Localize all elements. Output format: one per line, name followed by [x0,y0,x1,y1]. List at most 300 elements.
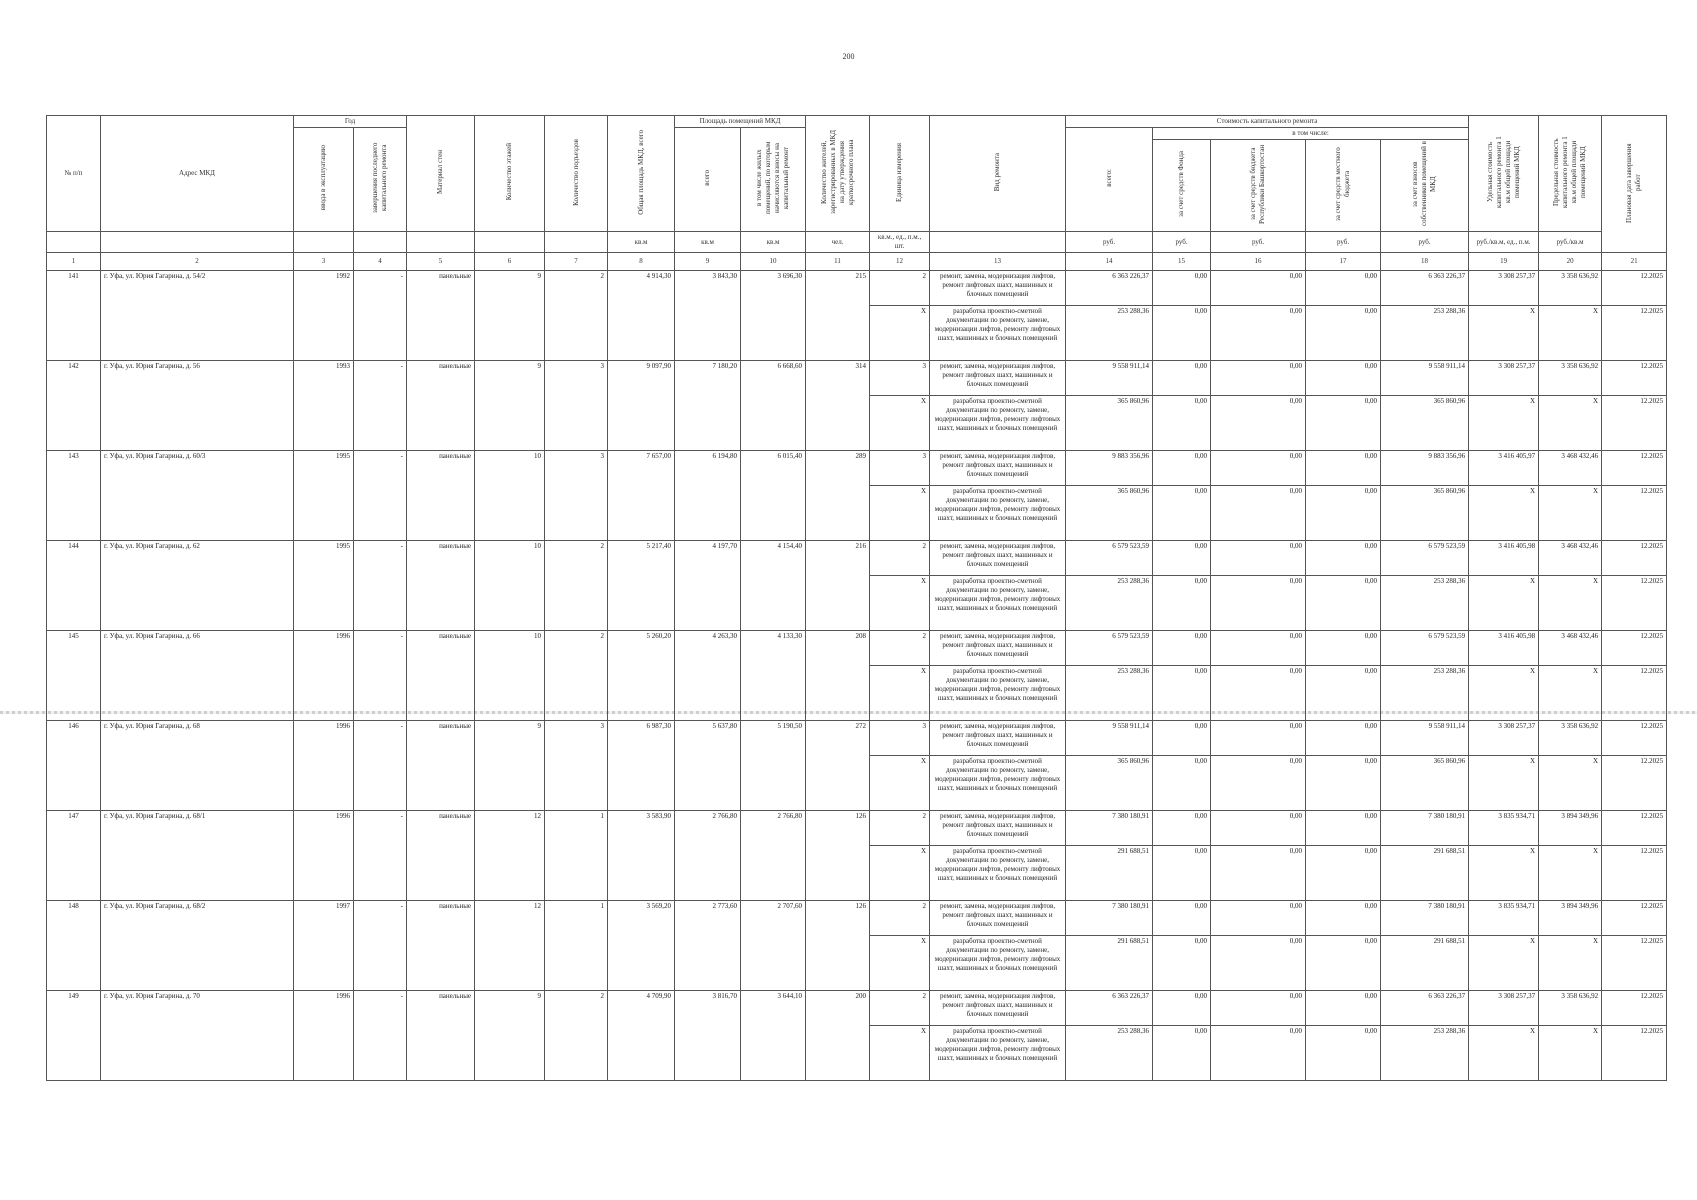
row-residential-area: 3 644,10 [741,991,806,1081]
row-premises-area: 3 816,70 [675,991,741,1081]
column-number: 12 [870,253,930,271]
row-cost-local: 0,00 [1306,361,1381,396]
row-cost-total: 6 363 226,37 [1066,271,1153,306]
row-residents: 272 [806,721,870,811]
row-cost-fund: 0,00 [1153,846,1211,901]
row-unit-cost: 3 308 257,37 [1469,271,1539,306]
row-cost-local: 0,00 [1306,666,1381,721]
row-cost-owners: 253 288,36 [1381,306,1469,361]
row-unit-cost: 3 835 934,71 [1469,901,1539,936]
row-work-type: ремонт, замена, модернизация лифтов, ремонт лифтовых шахт, машинных и блочных помещений [930,361,1066,396]
column-number: 11 [806,253,870,271]
row-cost-local: 0,00 [1306,631,1381,666]
column-number: 21 [1602,253,1667,271]
row-cost-republic: 0,00 [1211,306,1306,361]
table-row [47,541,1667,576]
row-cost-owners: 9 558 911,14 [1381,721,1469,756]
row-floors: 9 [475,361,545,451]
row-number: 145 [47,631,101,721]
row-work-type: ремонт, замена, модернизация лифтов, ремонт лифтовых шахт, машинных и блочных помещений [930,631,1066,666]
row-unit-count: 2 [870,541,930,576]
row-unit-cost: X [1469,486,1539,541]
row-cost-fund: 0,00 [1153,486,1211,541]
row-floors: 10 [475,451,545,541]
row-cost-republic: 0,00 [1211,576,1306,631]
row-cost-local: 0,00 [1306,991,1381,1026]
row-cost-fund: 0,00 [1153,721,1211,756]
row-work-type: ремонт, замена, модернизация лифтов, ремонт лифтовых шахт, машинных и блочных помещений [930,721,1066,756]
header-cost-total: всего: [1066,128,1153,232]
row-residents: 208 [806,631,870,721]
row-cost-local: 0,00 [1306,486,1381,541]
row-year-last-repair: - [354,991,407,1081]
row-wall-material: панельные [407,451,475,541]
row-address: г. Уфа, ул. Юрия Гагарина, д. 66 [101,631,294,721]
row-cost-local: 0,00 [1306,846,1381,901]
row-unit-count: 3 [870,361,930,396]
capital-repair-table [46,115,1667,1081]
row-cost-total: 365 860,96 [1066,756,1153,811]
row-cost-total: 7 380 180,91 [1066,811,1153,846]
header-cost-fund: за счет средств Фонда [1153,140,1211,232]
row-cost-fund: 0,00 [1153,936,1211,991]
row-unit-count: 3 [870,721,930,756]
row-unit-count: X [870,306,930,361]
row-premises-area: 6 194,80 [675,451,741,541]
row-unit-count: 3 [870,451,930,486]
row-year-last-repair: - [354,721,407,811]
row-limit-cost: 3 468 432,46 [1539,631,1602,666]
row-limit-cost: 3 358 636,92 [1539,721,1602,756]
row-number: 141 [47,271,101,361]
row-wall-material: панельные [407,991,475,1081]
row-cost-local: 0,00 [1306,936,1381,991]
column-number: 16 [1211,253,1306,271]
row-unit-count: 2 [870,901,930,936]
row-limit-cost: X [1539,756,1602,811]
row-cost-republic: 0,00 [1211,811,1306,846]
row-cost-owners: 253 288,36 [1381,666,1469,721]
row-unit-cost: X [1469,576,1539,631]
row-work-type: ремонт, замена, модернизация лифтов, ремонт лифтовых шахт, машинных и блочных помещений [930,271,1066,306]
header-premises-residential: в том числе жилых помещений, по которым начисляются взносы на капитальный ремонт [741,128,806,232]
column-number: 14 [1066,253,1153,271]
row-limit-cost: 3 358 636,92 [1539,991,1602,1026]
row-cost-total: 365 860,96 [1066,486,1153,541]
table-row [47,721,1667,756]
header-wall-material: Материал стен [407,116,475,232]
unit-rub-total: руб. [1066,232,1153,253]
row-planned-date: 12.2025 [1602,991,1667,1026]
row-unit-count: X [870,666,930,721]
row-cost-fund: 0,00 [1153,361,1211,396]
row-year-last-repair: - [354,541,407,631]
header-total-area: Общая площадь МКД, всего [608,116,675,232]
row-cost-owners: 6 363 226,37 [1381,271,1469,306]
row-total-area: 3 583,90 [608,811,675,901]
row-address: г. Уфа, ул. Юрия Гагарина, д. 56 [101,361,294,451]
column-number: 13 [930,253,1066,271]
row-year-last-repair: - [354,451,407,541]
row-cost-local: 0,00 [1306,396,1381,451]
row-limit-cost: X [1539,666,1602,721]
row-work-type: разработка проектно-сметной документации по ремонту, замене, модернизации лифтов, ремонту лифтовых шахт, машинных и блочных помещений [930,396,1066,451]
row-entrances: 3 [545,721,608,811]
row-year-last-repair: - [354,271,407,361]
row-planned-date: 12.2025 [1602,721,1667,756]
row-work-type: разработка проектно-сметной документации по ремонту, замене, модернизации лифтов, ремонту лифтовых шахт, машинных и блочных помещений [930,666,1066,721]
row-cost-owners: 365 860,96 [1381,486,1469,541]
row-year-last-repair: - [354,631,407,721]
row-cost-local: 0,00 [1306,451,1381,486]
row-number: 142 [47,361,101,451]
row-planned-date: 12.2025 [1602,396,1667,451]
row-unit-cost: X [1469,846,1539,901]
row-address: г. Уфа, ул. Юрия Гагарина, д. 54/2 [101,271,294,361]
column-number: 17 [1306,253,1381,271]
row-total-area: 3 569,20 [608,901,675,991]
unit-area-residential: кв.м [741,232,806,253]
row-cost-total: 6 363 226,37 [1066,991,1153,1026]
row-cost-local: 0,00 [1306,811,1381,846]
column-number: 20 [1539,253,1602,271]
row-floors: 10 [475,541,545,631]
row-entrances: 1 [545,901,608,991]
row-cost-local: 0,00 [1306,576,1381,631]
row-cost-local: 0,00 [1306,306,1381,361]
row-work-type: ремонт, замена, модернизация лифтов, ремонт лифтовых шахт, машинных и блочных помещений [930,541,1066,576]
row-work-type: ремонт, замена, модернизация лифтов, ремонт лифтовых шахт, машинных и блочных помещений [930,901,1066,936]
row-work-type: разработка проектно-сметной документации по ремонту, замене, модернизации лифтов, ремонту лифтовых шахт, машинных и блочных помещений [930,936,1066,991]
row-unit-cost: X [1469,756,1539,811]
row-floors: 9 [475,991,545,1081]
row-cost-republic: 0,00 [1211,631,1306,666]
row-cost-fund: 0,00 [1153,451,1211,486]
row-work-type: разработка проектно-сметной документации по ремонту, замене, модернизации лифтов, ремонту лифтовых шахт, машинных и блочных помещений [930,1026,1066,1081]
row-limit-cost: X [1539,936,1602,991]
row-unit-count: 2 [870,631,930,666]
header-year-last-repair: завершения последнего капитального ремонта [354,128,407,232]
row-limit-cost: 3 358 636,92 [1539,271,1602,306]
row-planned-date: 12.2025 [1602,306,1667,361]
row-cost-total: 253 288,36 [1066,576,1153,631]
row-cost-owners: 291 688,51 [1381,936,1469,991]
row-entrances: 2 [545,631,608,721]
row-residents: 215 [806,271,870,361]
row-cost-republic: 0,00 [1211,451,1306,486]
row-total-area: 4 914,30 [608,271,675,361]
row-unit-count: X [870,396,930,451]
row-planned-date: 12.2025 [1602,901,1667,936]
unit-measure: кв.м., ед., п.м., шт. [870,232,930,253]
row-work-type: ремонт, замена, модернизация лифтов, ремонт лифтовых шахт, машинных и блочных помещений [930,811,1066,846]
header-cost-group: Стоимость капитального ремонта [1066,116,1469,128]
unit-people: чел. [806,232,870,253]
column-number: 19 [1469,253,1539,271]
unit-area-premises: кв.м [675,232,741,253]
row-year-commission: 1992 [294,271,354,361]
row-entrances: 3 [545,361,608,451]
row-cost-owners: 365 860,96 [1381,756,1469,811]
row-year-last-repair: - [354,811,407,901]
row-address: г. Уфа, ул. Юрия Гагарина, д. 68/1 [101,811,294,901]
row-work-type: ремонт, замена, модернизация лифтов, ремонт лифтовых шахт, машинных и блочных помещений [930,451,1066,486]
row-cost-owners: 9 883 356,96 [1381,451,1469,486]
row-cost-owners: 9 558 911,14 [1381,361,1469,396]
header-entrances: Количество подъездов [545,116,608,232]
table-body [47,271,1667,1081]
row-cost-local: 0,00 [1306,271,1381,306]
table-row [47,631,1667,666]
row-cost-owners: 6 579 523,59 [1381,541,1469,576]
row-cost-fund: 0,00 [1153,811,1211,846]
row-cost-total: 7 380 180,91 [1066,901,1153,936]
row-year-commission: 1996 [294,811,354,901]
row-work-type: ремонт, замена, модернизация лифтов, ремонт лифтовых шахт, машинных и блочных помещений [930,991,1066,1026]
row-residents: 200 [806,991,870,1081]
row-limit-cost: X [1539,576,1602,631]
row-planned-date: 12.2025 [1602,666,1667,721]
row-unit-count: X [870,846,930,901]
column-number: 6 [475,253,545,271]
row-cost-total: 291 688,51 [1066,936,1153,991]
row-number: 143 [47,451,101,541]
row-address: г. Уфа, ул. Юрия Гагарина, д. 62 [101,541,294,631]
row-number: 147 [47,811,101,901]
row-premises-area: 4 197,70 [675,541,741,631]
row-cost-fund: 0,00 [1153,901,1211,936]
row-year-commission: 1996 [294,991,354,1081]
row-number: 144 [47,541,101,631]
row-year-commission: 1996 [294,721,354,811]
unit-rub-republic: руб. [1211,232,1306,253]
row-cost-republic: 0,00 [1211,901,1306,936]
row-wall-material: панельные [407,901,475,991]
row-cost-owners: 7 380 180,91 [1381,811,1469,846]
row-planned-date: 12.2025 [1602,811,1667,846]
row-cost-fund: 0,00 [1153,541,1211,576]
row-cost-local: 0,00 [1306,541,1381,576]
row-planned-date: 12.2025 [1602,756,1667,811]
unit-limit-cost: руб./кв.м [1539,232,1602,253]
row-cost-total: 6 579 523,59 [1066,541,1153,576]
row-planned-date: 12.2025 [1602,541,1667,576]
row-total-area: 5 260,20 [608,631,675,721]
row-work-type: разработка проектно-сметной документации по ремонту, замене, модернизации лифтов, ремонту лифтовых шахт, машинных и блочных помещений [930,486,1066,541]
row-cost-total: 9 558 911,14 [1066,721,1153,756]
row-entrances: 2 [545,541,608,631]
row-unit-cost: X [1469,666,1539,721]
column-number: 4 [354,253,407,271]
table-row [47,361,1667,396]
row-cost-fund: 0,00 [1153,666,1211,721]
row-work-type: разработка проектно-сметной документации по ремонту, замене, модернизации лифтов, ремонту лифтовых шахт, машинных и блочных помещений [930,306,1066,361]
row-cost-fund: 0,00 [1153,631,1211,666]
table-header [47,116,1667,271]
header-including: в том числе: [1153,128,1469,140]
row-planned-date: 12.2025 [1602,486,1667,541]
unit-area-total: кв.м [608,232,675,253]
row-wall-material: панельные [407,811,475,901]
row-wall-material: панельные [407,361,475,451]
row-limit-cost: 3 468 432,46 [1539,451,1602,486]
header-cost-republic: за счет средств бюджета Республики Башкортостан [1211,140,1306,232]
row-cost-republic: 0,00 [1211,936,1306,991]
row-residential-area: 4 154,40 [741,541,806,631]
row-cost-republic: 0,00 [1211,361,1306,396]
row-year-commission: 1995 [294,451,354,541]
row-unit-count: 2 [870,991,930,1026]
row-cost-fund: 0,00 [1153,306,1211,361]
row-cost-total: 365 860,96 [1066,396,1153,451]
units-row [47,232,1667,253]
row-entrances: 2 [545,271,608,361]
table-row [47,811,1667,846]
unit-unit-cost: руб./кв.м, ед., п.м. [1469,232,1539,253]
row-premises-area: 4 263,30 [675,631,741,721]
row-unit-count: 2 [870,271,930,306]
row-cost-total: 9 558 911,14 [1066,361,1153,396]
row-year-last-repair: - [354,361,407,451]
row-premises-area: 2 766,80 [675,811,741,901]
row-cost-total: 253 288,36 [1066,666,1153,721]
row-wall-material: панельные [407,721,475,811]
row-entrances: 1 [545,811,608,901]
header-premises-total: всего [675,128,741,232]
row-work-type: разработка проектно-сметной документации по ремонту, замене, модернизации лифтов, ремонту лифтовых шахт, машинных и блочных помещений [930,576,1066,631]
row-planned-date: 12.2025 [1602,361,1667,396]
row-planned-date: 12.2025 [1602,1026,1667,1081]
column-number: 18 [1381,253,1469,271]
row-cost-owners: 6 579 523,59 [1381,631,1469,666]
header-floors: Количество этажей [475,116,545,232]
row-unit-count: X [870,1026,930,1081]
row-cost-local: 0,00 [1306,1026,1381,1081]
row-work-type: разработка проектно-сметной документации по ремонту, замене, модернизации лифтов, ремонту лифтовых шахт, машинных и блочных помещений [930,756,1066,811]
row-address: г. Уфа, ул. Юрия Гагарина, д. 60/3 [101,451,294,541]
row-year-commission: 1997 [294,901,354,991]
row-unit-cost: X [1469,396,1539,451]
row-premises-area: 2 773,60 [675,901,741,991]
row-total-area: 9 097,90 [608,361,675,451]
header-residents: Количество жителей, зарегистрированных в МКД на дату утверждения краткосрочного плана [806,116,870,232]
column-number: 15 [1153,253,1211,271]
row-limit-cost: X [1539,396,1602,451]
row-floors: 9 [475,271,545,361]
row-limit-cost: X [1539,486,1602,541]
row-residents: 289 [806,451,870,541]
column-number: 8 [608,253,675,271]
row-unit-cost: 3 308 257,37 [1469,991,1539,1026]
row-residential-area: 5 190,50 [741,721,806,811]
row-unit-cost: X [1469,936,1539,991]
row-cost-owners: 365 860,96 [1381,396,1469,451]
column-number: 2 [101,253,294,271]
row-cost-republic: 0,00 [1211,721,1306,756]
header-premises-group: Площадь помещений МКД [675,116,806,128]
row-cost-local: 0,00 [1306,721,1381,756]
column-number: 5 [407,253,475,271]
row-cost-republic: 0,00 [1211,756,1306,811]
table-row [47,991,1667,1026]
row-cost-owners: 253 288,36 [1381,576,1469,631]
column-number: 9 [675,253,741,271]
row-wall-material: панельные [407,541,475,631]
table-row [47,271,1667,306]
row-cost-total: 6 579 523,59 [1066,631,1153,666]
unit-rub-local: руб. [1306,232,1381,253]
row-unit-cost: 3 416 405,97 [1469,451,1539,486]
row-entrances: 3 [545,451,608,541]
row-number: 149 [47,991,101,1081]
row-cost-republic: 0,00 [1211,486,1306,541]
table-row [47,451,1667,486]
row-unit-count: X [870,486,930,541]
row-unit-cost: 3 416 405,98 [1469,541,1539,576]
row-year-commission: 1996 [294,631,354,721]
header-no: № п/п [47,116,101,232]
row-address: г. Уфа, ул. Юрия Гагарина, д. 70 [101,991,294,1081]
row-cost-republic: 0,00 [1211,991,1306,1026]
row-unit-cost: 3 835 934,71 [1469,811,1539,846]
row-floors: 9 [475,721,545,811]
row-number: 148 [47,901,101,991]
row-unit-cost: 3 416 405,98 [1469,631,1539,666]
row-floors: 12 [475,811,545,901]
header-year-group: Год [294,116,407,128]
row-unit-count: X [870,576,930,631]
row-cost-total: 253 288,36 [1066,1026,1153,1081]
row-limit-cost: 3 894 349,96 [1539,901,1602,936]
unit-rub-owners: руб. [1381,232,1469,253]
row-total-area: 5 217,40 [608,541,675,631]
row-limit-cost: X [1539,846,1602,901]
header-cost-owners: за счет взносов собственников помещений в МКД [1381,140,1469,232]
header-unit-cost: Удельная стоимость капитального ремонта 1 кв.м общей площади помещений МКД [1469,116,1539,232]
row-residential-area: 2 707,60 [741,901,806,991]
row-unit-count: 2 [870,811,930,846]
row-cost-fund: 0,00 [1153,576,1211,631]
row-cost-republic: 0,00 [1211,846,1306,901]
row-planned-date: 12.2025 [1602,936,1667,991]
row-residential-area: 6 015,40 [741,451,806,541]
row-address: г. Уфа, ул. Юрия Гагарина, д. 68 [101,721,294,811]
row-cost-total: 9 883 356,96 [1066,451,1153,486]
row-total-area: 6 987,30 [608,721,675,811]
row-unit-count: X [870,936,930,991]
row-floors: 12 [475,901,545,991]
page-number: 200 [842,52,855,61]
row-planned-date: 12.2025 [1602,576,1667,631]
row-premises-area: 7 180,20 [675,361,741,451]
row-cost-fund: 0,00 [1153,991,1211,1026]
column-numbers-row [47,253,1667,271]
row-work-type: разработка проектно-сметной документации по ремонту, замене, модернизации лифтов, ремонту лифтовых шахт, машинных и блочных помещений [930,846,1066,901]
row-limit-cost: X [1539,1026,1602,1081]
row-unit-count: X [870,756,930,811]
column-number: 1 [47,253,101,271]
column-number: 3 [294,253,354,271]
unit-rub-fund: руб. [1153,232,1211,253]
row-floors: 10 [475,631,545,721]
row-planned-date: 12.2025 [1602,451,1667,486]
row-cost-republic: 0,00 [1211,1026,1306,1081]
header-work-type: Вид ремонта [930,116,1066,232]
header-limit-cost: Предельная стоимость капитального ремонта 1 кв.м общей площади помещений МКД [1539,116,1602,232]
row-residential-area: 4 133,30 [741,631,806,721]
table-row [47,901,1667,936]
header-planned-date: Плановая дата завершения работ [1602,116,1667,253]
